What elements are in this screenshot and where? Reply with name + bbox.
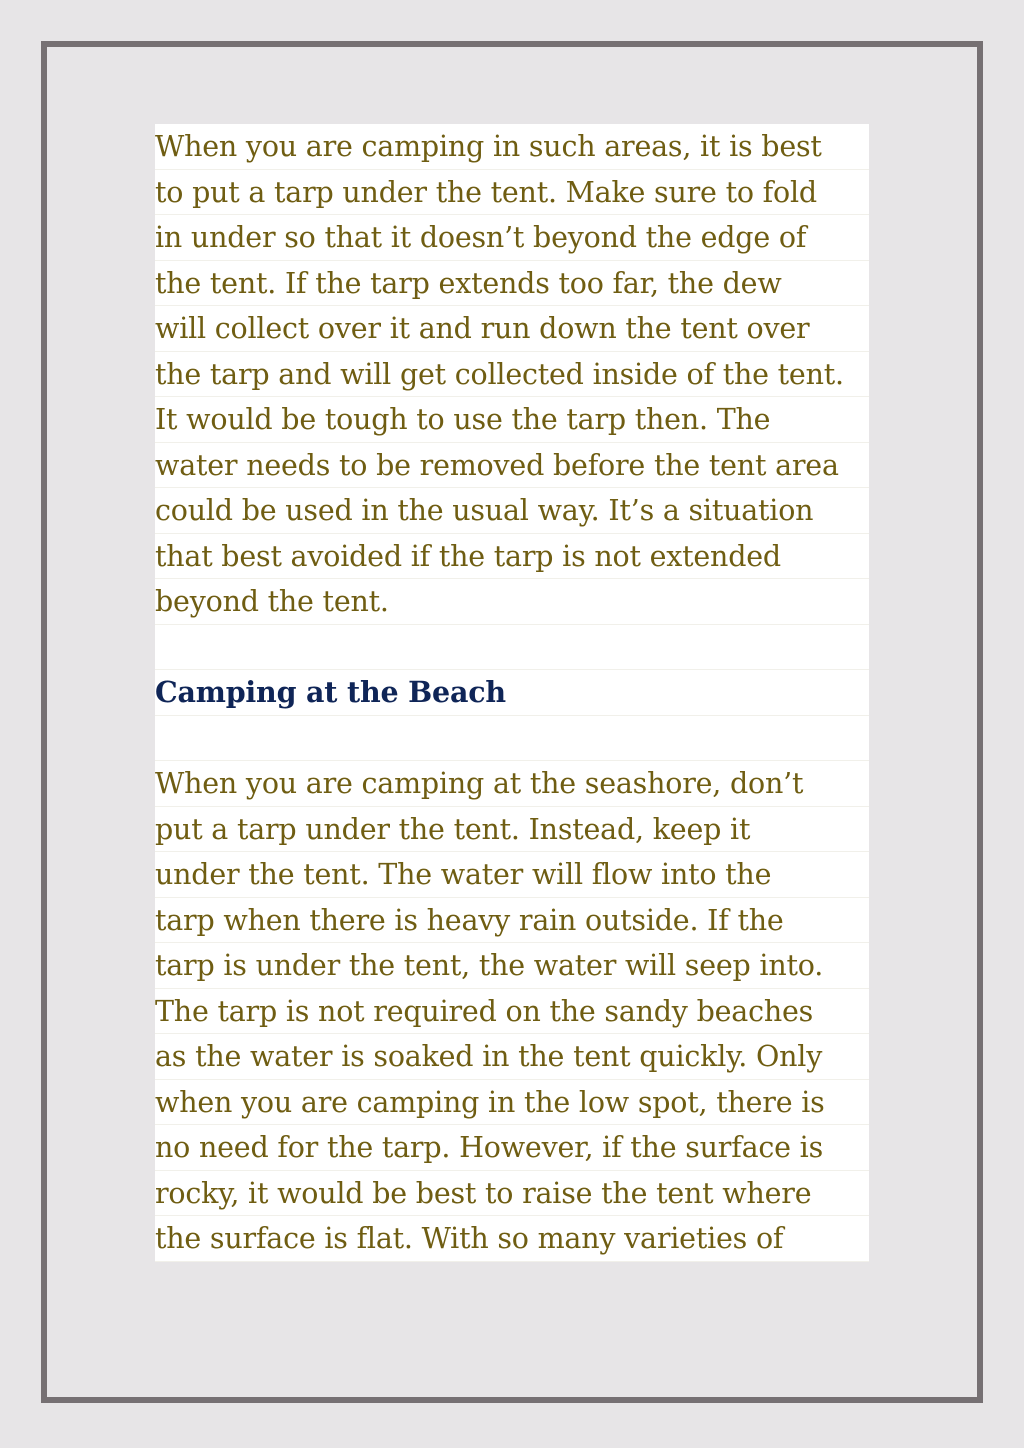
text-line: under the tent. The water will flow into the <box>155 852 869 898</box>
text-line: the tarp and will get collected inside of the tent. <box>155 352 869 398</box>
text-line: could be used in the usual way. It’s a situation <box>155 488 869 534</box>
paragraph-2 <box>155 761 869 1262</box>
text-line: the surface is flat. With so many varieties of <box>155 1216 869 1262</box>
text-line: the tent. If the tarp extends too far, the dew <box>155 261 869 307</box>
text-line: that best avoided if the tarp is not extended <box>155 534 869 580</box>
text-line: no need for the tarp. However, if the surface is <box>155 1125 869 1171</box>
text-line: rocky, it would be best to raise the tent where <box>155 1171 869 1217</box>
text-line: as the water is soaked in the tent quickly. Only <box>155 1034 869 1080</box>
text-line: in under so that it doesn’t beyond the edge of <box>155 215 869 261</box>
text-line: tarp when there is heavy rain outside. If the <box>155 898 869 944</box>
text-line: When you are camping at the seashore, don’t <box>155 761 869 807</box>
paragraph-1 <box>155 124 869 625</box>
text-line: to put a tarp under the tent. Make sure to fold <box>155 170 869 216</box>
text-line: It would be tough to use the tarp then. The <box>155 397 869 443</box>
blank-line <box>155 716 869 762</box>
section-heading: Camping at the Beach <box>155 670 869 716</box>
blank-line <box>155 625 869 671</box>
text-line: When you are camping in such areas, it is best <box>155 124 869 170</box>
text-line: tarp is under the tent, the water will seep into. <box>155 943 869 989</box>
text-line: The tarp is not required on the sandy beaches <box>155 989 869 1035</box>
text-line: water needs to be removed before the tent area <box>155 443 869 489</box>
text-line: put a tarp under the tent. Instead, keep it <box>155 807 869 853</box>
text-line: will collect over it and run down the tent over <box>155 306 869 352</box>
text-line: when you are camping in the low spot, there is <box>155 1080 869 1126</box>
document-body <box>155 124 869 1262</box>
text-line: beyond the tent. <box>155 579 869 625</box>
